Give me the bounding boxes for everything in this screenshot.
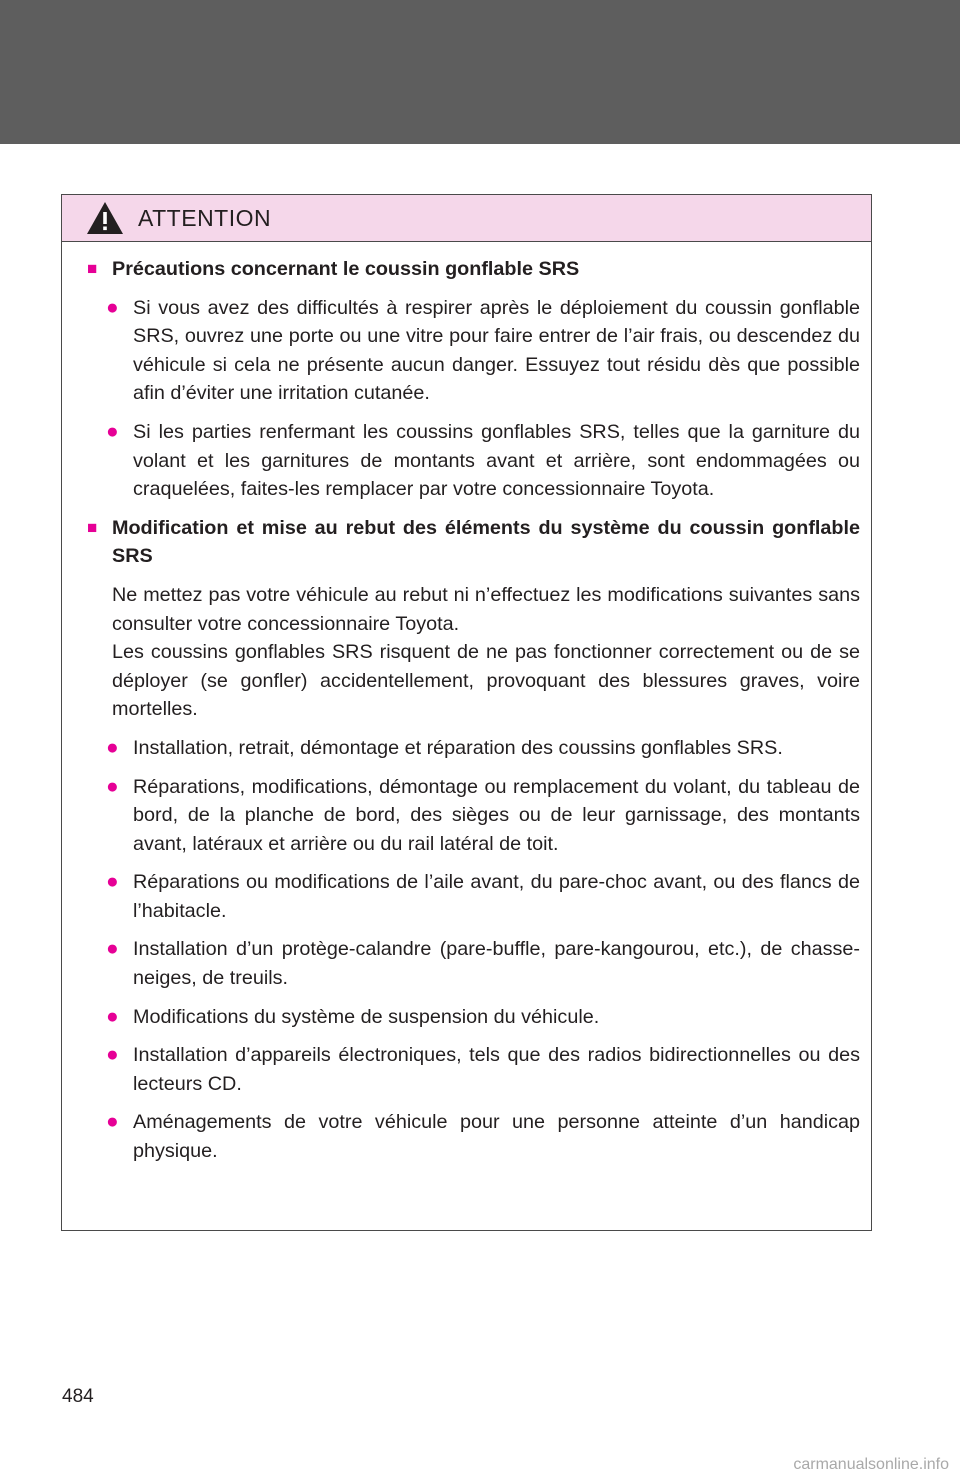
list-item: ● Modifications du système de suspension du véhicule.	[87, 1003, 860, 1032]
section-intro: Ne mettez pas votre véhicule au rebut ni n’effectuez les modifications suivantes sans consulter votre concessionnaire Toyota.	[112, 583, 860, 635]
page-number: 484	[62, 1386, 94, 1407]
circle-bullet-icon: ●	[106, 295, 119, 319]
attention-body	[62, 242, 871, 1166]
attention-header	[62, 195, 871, 242]
circle-bullet-icon: ●	[106, 870, 119, 894]
warning-triangle-icon	[86, 201, 124, 235]
section-title-modification: ■ Modification et mise au rebut des éléments du système du coussin gonflable SRS	[87, 514, 860, 571]
list-item: ● Installation d’un protège-calandre (pare-buffle, pare-kangourou, etc.), de chasse-neiges, de treuils.	[106, 937, 860, 990]
circle-bullet-icon: ●	[106, 937, 119, 961]
list-item: ● Aménagements de votre véhicule pour une personne atteinte d’un handicap physique.	[106, 1110, 860, 1163]
list-item: ● Si les parties renfermant les coussins gonflables SRS, telles que la garniture du volant et les garnitures de montants avant et arrière, sont endommagées ou craquelées, faites-les remplacer par votre concessionnaire Toyota.	[106, 419, 860, 501]
top-header-band	[0, 0, 960, 144]
circle-bullet-icon: ●	[106, 1004, 119, 1028]
section-title-precautions: ■ Précautions concernant le coussin gonflable SRS	[87, 255, 860, 284]
watermark: carmanualsonline.info	[793, 1456, 949, 1473]
attention-box	[61, 194, 872, 1231]
list-item: ● Installation d’appareils électroniques, tels que des radios bidirectionnelles ou des lecteurs CD.	[106, 1043, 860, 1095]
list-item: ● Réparations ou modifications de l’aile avant, du pare-choc avant, ou des flancs de l’habitacle.	[106, 870, 860, 922]
circle-bullet-icon: ●	[106, 1043, 119, 1067]
list-item: ● Réparations, modifications, démontage ou remplacement du volant, du tableau de bord, de la planche de bord, des sièges ou de leur garnissage, des montants avant, latéraux et arrière ou du rail latéral de toit.	[106, 774, 860, 855]
circle-bullet-icon: ●	[106, 774, 119, 798]
section-intro-warning: Les coussins gonflables SRS risquent de ne pas fonctionner correctement ou de se déployer (se gonfler) accidentellement, provoquant des blessures graves, voire mortelles.	[112, 641, 860, 721]
circle-bullet-icon: ●	[106, 419, 119, 443]
list-item: ● Installation, retrait, démontage et réparation des coussins gonflables SRS.	[87, 734, 860, 763]
circle-bullet-icon: ●	[106, 1110, 119, 1134]
list-item: ● Si vous avez des difficultés à respirer après le déploiement du coussin gonflable SRS, ouvrez une porte ou une vitre pour faire entrer de l’air frais, ou descendez du véhicule si cela ne présente aucun danger. Essuyez tout résidu dès que possible afin d’éviter une irritation cutanée.	[106, 295, 860, 405]
square-bullet-icon: ■	[87, 259, 98, 278]
square-bullet-icon: ■	[87, 517, 98, 537]
attention-title: ATTENTION	[138, 204, 272, 231]
circle-bullet-icon: ●	[106, 735, 119, 759]
